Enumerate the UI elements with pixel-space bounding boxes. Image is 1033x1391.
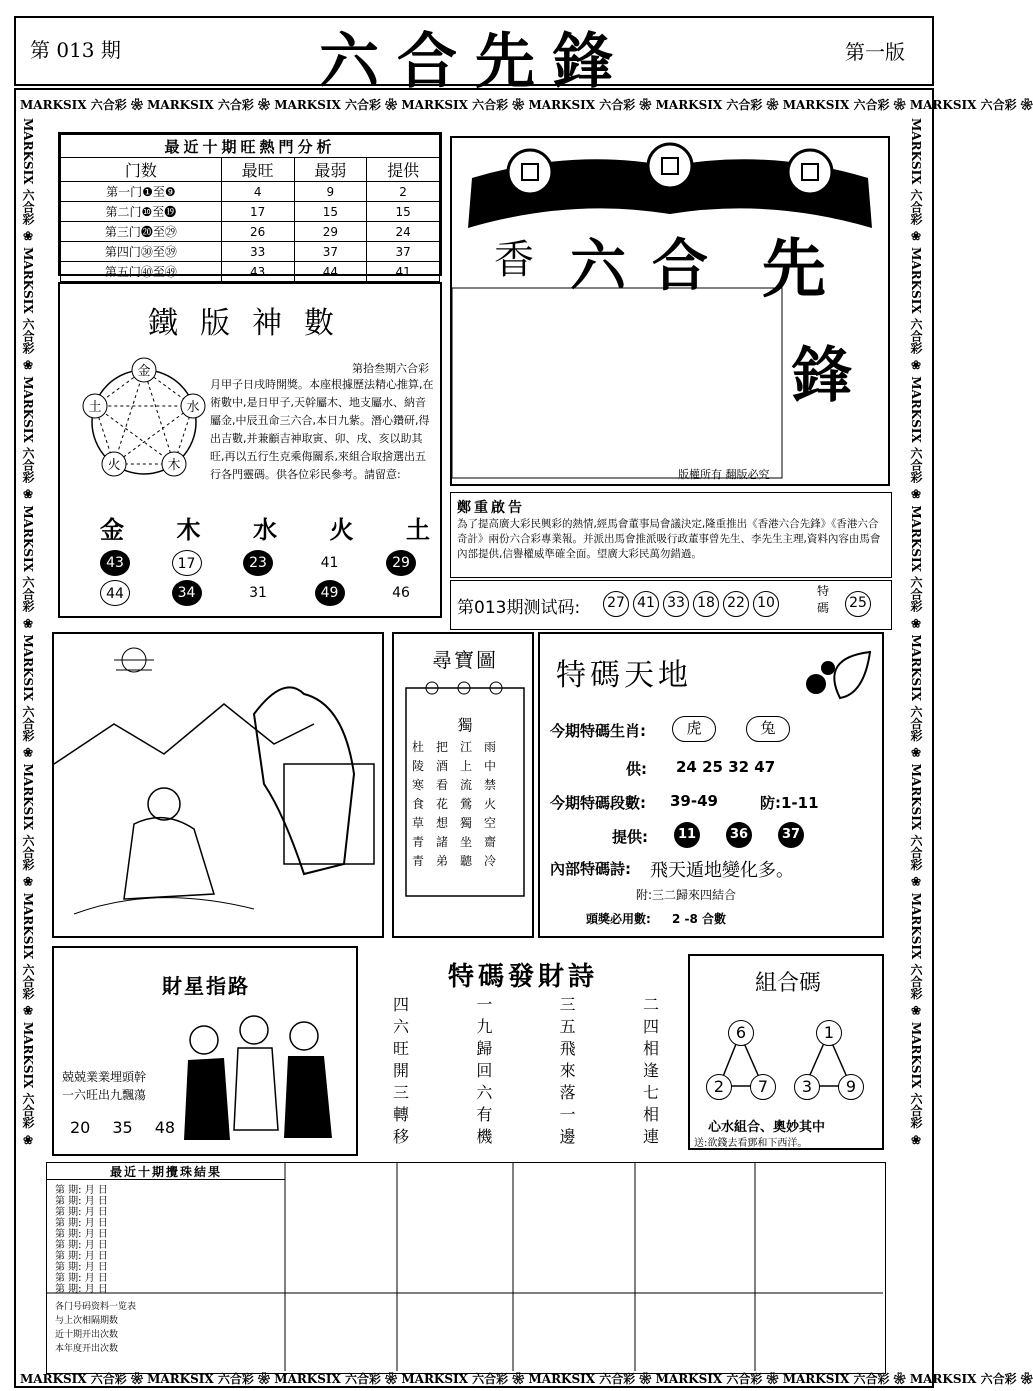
element-number: 41 — [320, 555, 339, 571]
iron-plate-text: 月甲子日戌時開獎。本座根據歷法精心推算,在術數中,是日甲子,天幹屬木、地支屬水、納音屬金,中辰丑命三六合,本日九紫。潛心鑽研,得出吉數,并兼顧吉神取寅、卯、戌、亥以助其旺,再以五行生克乘侮關系,來組合取捨選出五行各門靈碼。供各位彩民參考。請留意: — [210, 378, 434, 481]
door-cell: 第四门㉚至㊴ — [61, 242, 222, 262]
element-number: 49 — [315, 580, 345, 606]
offer-cell: 15 — [367, 202, 440, 222]
element-label: 水 — [253, 515, 277, 544]
element-label: 火 — [329, 515, 354, 544]
treasure-char: 獨 — [457, 716, 473, 734]
special-zone-panel — [538, 632, 884, 938]
iron-plate-title: 鐵版神數 — [148, 306, 356, 341]
appendix-text: 附:三二歸來四結合 — [636, 888, 737, 902]
zodiac-label: 今期特碼生肖: — [550, 722, 646, 740]
combo-footnote: 送:欲錢去看鄧和下西洋。 — [694, 1138, 808, 1149]
issue-label: 第 013 期 — [30, 38, 121, 62]
col-offer: 提供 — [367, 158, 440, 182]
combo-node: 7 — [750, 1074, 776, 1100]
supply-numbers: 24 25 32 47 — [676, 758, 776, 776]
logo-char: 六 — [570, 233, 626, 299]
zodiac-item: 虎 — [672, 716, 716, 742]
col-max: 最旺 — [221, 158, 294, 182]
poem-label: 內部特碼詩: — [550, 860, 631, 878]
segment-range: 39-49 — [670, 792, 718, 810]
poem-column: 三五飛來落一邊 — [559, 995, 576, 1146]
test-numbers-bar — [450, 580, 892, 630]
guard-range: 防:1-11 — [760, 794, 819, 812]
element-number: 29 — [386, 550, 416, 576]
element-number: 17 — [172, 550, 202, 576]
provide-label: 提供: — [612, 828, 648, 846]
element-label: 木 — [176, 515, 201, 544]
analysis-title: 最近十期旺熱門分析 — [61, 135, 440, 158]
segment-label: 今期特碼段數: — [550, 794, 646, 812]
table-row — [61, 182, 440, 202]
wealth-poem-panel — [364, 946, 682, 1156]
result-row-label: 第 期: 月 日 — [55, 1185, 108, 1196]
fortune-verse: 一六旺出九飄蕩 — [62, 1088, 147, 1102]
treasure-poem — [410, 738, 498, 871]
elements-row — [100, 510, 430, 545]
min-cell: 29 — [294, 222, 367, 242]
element-numbers-row1 — [100, 550, 416, 576]
results-grid — [46, 1162, 886, 1374]
combo-title: 組合碼 — [754, 971, 821, 996]
bottom-strip: MARKSIX 六合彩 ❀ MARKSIX 六合彩 ❀ MARKSIX 六合彩 ❀ MARKSIX 六合彩 ❀ MARKSIX 六合彩 ❀ MARKSIX 六合彩 ❀ MARKSIX 六合彩 ❀ MARKSIX 六合彩 ❀ — [20, 1372, 1033, 1386]
result-row-label: 第 期: 月 日 — [55, 1284, 108, 1295]
wheel-wood: 木 — [167, 458, 181, 473]
fortune-number: 48 — [154, 1118, 176, 1137]
wealth-columns — [386, 994, 666, 1148]
logo-panel — [450, 136, 890, 486]
offer-cell: 24 — [367, 222, 440, 242]
results-grid-lines — [47, 1163, 883, 1371]
element-label: 土 — [406, 515, 430, 544]
poem-column: 江上流鶯獨坐聽 — [459, 740, 472, 868]
table-row — [61, 262, 440, 282]
wheel-metal: 金 — [137, 364, 151, 379]
logo-char: 合 — [652, 233, 708, 299]
summary-label: 本年度开出次数 — [55, 1344, 119, 1354]
fortune-number: 35 — [112, 1118, 133, 1137]
table-row — [61, 222, 440, 242]
wheel-water: 水 — [186, 400, 200, 415]
wealth-title: 特碼發財詩 — [447, 962, 598, 992]
treasure-title: 尋寶圖 — [432, 648, 498, 672]
offer-cell: 41 — [367, 262, 440, 282]
result-row-label: 第 期: 月 日 — [55, 1251, 108, 1262]
element-number: 44 — [100, 580, 130, 606]
combo-node: 6 — [728, 1020, 754, 1046]
max-cell: 26 — [221, 222, 294, 242]
result-row-label: 第 期: 月 日 — [55, 1218, 108, 1229]
leaf-icon — [800, 648, 876, 704]
notice-text: 為了提高廣大彩民興彩的熱情,經馬會董事局會議決定,隆重推出《香港六合先鋒》《香港六合奇計》兩份六合彩專業報。并派出馬會推派吸行政董事曾先生、李先生主理,資料內容由馬會內部提供,信譽權威準確全面。望廣大彩民萬勿錯過。 — [457, 518, 881, 560]
test-number: 18 — [693, 591, 719, 617]
poem-column: 雨中禁火空齋冷 — [483, 740, 496, 868]
test-label: 第013期测试码: — [457, 598, 581, 618]
provide-number: 11 — [674, 822, 700, 848]
treasure-map-panel — [392, 632, 534, 938]
fortune-number: 20 — [70, 1118, 91, 1137]
children-lantern-icon — [174, 1000, 354, 1150]
poem-column: 杜陵寒食草青青 — [411, 740, 424, 868]
min-cell: 15 — [294, 202, 367, 222]
combo-node: 3 — [794, 1074, 820, 1100]
door-cell: 第三门⓴至㉙ — [61, 222, 222, 242]
summary-label: 近十期开出次数 — [55, 1330, 119, 1340]
element-number: 31 — [249, 585, 267, 601]
poem-column: 四六旺開三轉移 — [392, 995, 409, 1146]
page-title: 六合先鋒 — [319, 27, 631, 97]
door-cell: 第一门❶至❾ — [61, 182, 222, 202]
must-numbers: 2 -8 合數 — [672, 912, 727, 926]
element-number: 46 — [392, 585, 410, 601]
special-number: 25 — [845, 591, 871, 617]
edition-label: 第一版 — [845, 40, 905, 64]
col-min: 最弱 — [294, 158, 367, 182]
provide-number: 37 — [778, 822, 804, 848]
max-cell: 33 — [221, 242, 294, 262]
result-row-label: 第 期: 月 日 — [55, 1240, 108, 1251]
top-strip: MARKSIX 六合彩 ❀ MARKSIX 六合彩 ❀ MARKSIX 六合彩 ❀ MARKSIX 六合彩 ❀ MARKSIX 六合彩 ❀ MARKSIX 六合彩 ❀ MARKSIX 六合彩 ❀ MARKSIX 六合彩 ❀ — [20, 98, 1033, 112]
test-number: 27 — [603, 591, 629, 617]
test-number: 33 — [663, 591, 689, 617]
scholar-landscape-icon — [54, 634, 382, 936]
supply-label: 供: — [626, 760, 647, 778]
special-label: 特碼 — [817, 584, 830, 615]
iron-plate-panel — [58, 282, 442, 618]
col-door: 门数 — [61, 158, 222, 182]
fortune-numbers — [70, 1118, 175, 1137]
wheel-fire: 火 — [107, 458, 121, 473]
wheel-earth: 土 — [88, 400, 102, 415]
result-row-label: 第 期: 月 日 — [55, 1229, 108, 1240]
logo-char: 鋒 — [792, 341, 852, 411]
results-title: 最近十期攪珠結果 — [47, 1163, 285, 1180]
iron-plate-ref: 第拾叁期六合彩 — [352, 362, 429, 375]
min-cell: 9 — [294, 182, 367, 202]
zodiac-item: 兔 — [746, 716, 790, 742]
max-cell: 4 — [221, 182, 294, 202]
result-row-label: 第 期: 月 日 — [55, 1207, 108, 1218]
poem-column: 二四相逢七相連 — [642, 995, 659, 1146]
left-strip: MARKSIX 六合彩 ❀ MARKSIX 六合彩 ❀ MARKSIX 六合彩 ❀ MARKSIX 六合彩 ❀ MARKSIX 六合彩 ❀ MARKSIX 六合彩 ❀ MARKSIX 六合彩 ❀ MARKSIX 六合彩 ❀ — [21, 118, 35, 1147]
min-cell: 44 — [294, 262, 367, 282]
scenic-illustration — [52, 632, 384, 938]
max-cell: 17 — [221, 202, 294, 222]
provide-number: 36 — [726, 822, 752, 848]
combo-panel — [688, 954, 884, 1150]
result-row-label: 第 期: 月 日 — [55, 1196, 108, 1207]
offer-cell: 37 — [367, 242, 440, 262]
element-label: 金 — [100, 515, 124, 544]
element-number: 43 — [100, 550, 130, 576]
element-number: 23 — [243, 550, 273, 576]
test-number: 10 — [753, 591, 779, 617]
table-row — [61, 202, 440, 222]
offer-cell: 2 — [367, 182, 440, 202]
summary-label: 各门号码资料一览表 — [55, 1302, 137, 1312]
test-number-list — [603, 591, 779, 617]
element-numbers-row2 — [100, 580, 416, 606]
special-zone-title: 特碼天地 — [556, 658, 692, 693]
fortune-verse: 兢兢業業埋頭幹 — [62, 1070, 147, 1084]
combo-node: 9 — [838, 1074, 864, 1100]
table-row — [61, 242, 440, 262]
logo-char: 香 — [494, 237, 534, 283]
combo-node: 2 — [706, 1074, 732, 1100]
combo-node: 1 — [816, 1020, 842, 1046]
result-row-label: 第 期: 月 日 — [55, 1262, 108, 1273]
poem-column: 把酒看花想諸弟 — [435, 740, 448, 868]
five-elements-wheel — [74, 350, 214, 490]
fortune-title: 財星指路 — [162, 974, 250, 998]
right-strip: MARKSIX 六合彩 ❀ MARKSIX 六合彩 ❀ MARKSIX 六合彩 ❀ MARKSIX 六合彩 ❀ MARKSIX 六合彩 ❀ MARKSIX 六合彩 ❀ MARKSIX 六合彩 ❀ MARKSIX 六合彩 ❀ — [909, 118, 923, 1147]
combo-caption: 心水組合、奧妙其中 — [708, 1120, 826, 1135]
notice-title: 鄭重啟告 — [457, 500, 525, 516]
poem-column: 一九歸回六有機 — [476, 995, 493, 1146]
logo-char: 先 — [762, 232, 826, 307]
hot-cold-analysis — [58, 132, 442, 279]
poem-text: 飛天遁地變化多。 — [650, 860, 794, 881]
coin-banner-icon — [452, 138, 888, 484]
max-cell: 43 — [221, 262, 294, 282]
door-cell: 第五门㊵至㊾ — [61, 262, 222, 282]
test-number: 22 — [723, 591, 749, 617]
min-cell: 37 — [294, 242, 367, 262]
analysis-table — [60, 134, 440, 282]
summary-label: 与上次相隔期数 — [55, 1316, 119, 1326]
result-row-label: 第 期: 月 日 — [55, 1273, 108, 1284]
must-label: 頭獎必用數: — [586, 912, 651, 926]
fortune-panel — [52, 946, 358, 1156]
notice-panel — [450, 492, 892, 578]
element-number: 34 — [172, 580, 202, 606]
copyright-note: 版權所有 翻版必究 — [678, 468, 770, 481]
test-number: 41 — [633, 591, 659, 617]
door-cell: 第二门❿至⓳ — [61, 202, 222, 222]
